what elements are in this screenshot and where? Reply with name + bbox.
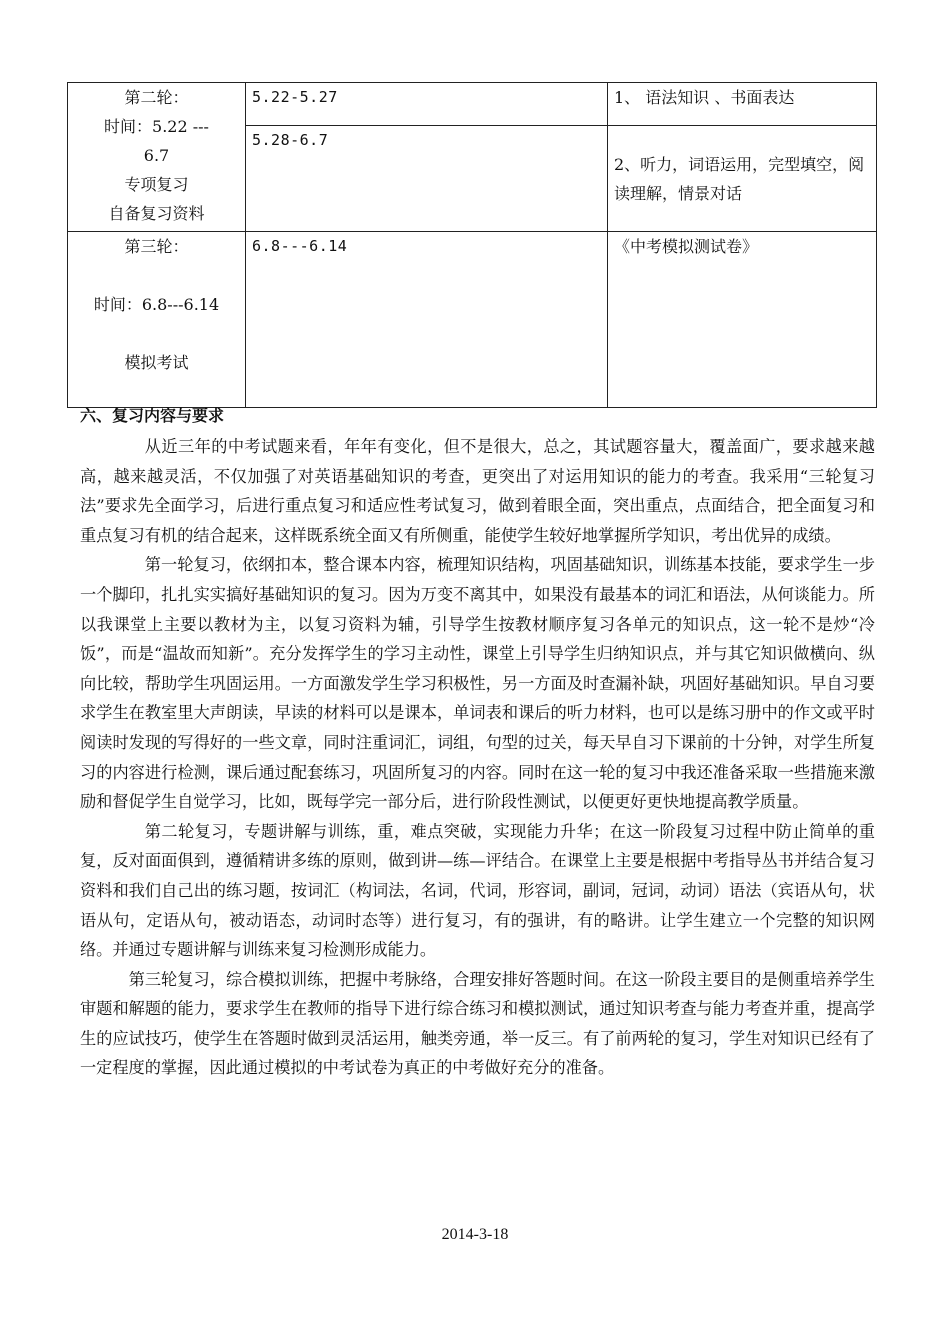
stage-line: 专项复习 [124, 175, 189, 194]
stage-line: 自备复习资料 [108, 204, 205, 223]
stage-cell-round-two [68, 83, 246, 232]
section-body [80, 432, 875, 1083]
content-cell: 1、 语法知识 、书面表达 [608, 83, 877, 126]
paragraph: 第二轮复习，专题讲解与训练，重，难点突破，实现能力升华；在这一阶段复习过程中防止简单的重复，反对面面俱到，遵循精讲多练的原则，做到讲—练—评结合。在课堂上主要是根据中考指导丛书并结合复习资料和我们自己出的练习题，按词汇（构词法，名词，代词，形容词，副词，冠词，动词）语法（宾语从句，状语从句，定语从句，被动语态，动词时态等）进行复习，有的强讲，有的略讲。让学生建立一个完整的知识网络。并通过专题讲解与训练来复习检测形成能力。 [80, 821, 875, 960]
paragraph: 第一轮复习，依纲扣本，整合课本内容，梳理知识结构，巩固基础知识，训练基本技能，要求学生一步一个脚印，扎扎实实搞好基础知识的复习。因为万变不离其中，如果没有最基本的词汇和语法，从何谈能力。所以我课堂上主要以教材为主，以复习资料为辅，引导学生按教材顺序复习各单元的知识点，这一轮不是炒“冷饭”，而是“温故而知新”。充分发挥学生的学习主动性，课堂上引导学生归纳知识点，并与其它知识做横向、纵向比较，帮助学生巩固运用。一方面激发学生学习积极性，另一方面及时查漏补缺，巩固好基础知识。早自习要求学生在教室里大声朗读，早读的材料可以是课本，单词表和课后的听力材料，也可以是练习册中的作文或平时阅读时发现的写得好的一些文章，同时注重词汇，词组，句型的过关，每天早自习下课前的十分钟，对学生所复习的内容进行检测，课后通过配套练习，巩固所复习的内容。同时在这一轮的复习中我还准备采取一些措施来激励和督促学生自觉学习，比如，既每学完一部分后，进行阶段性测试，以便更好更快地提高教学质量。 [80, 555, 875, 812]
paragraph: 第三轮复习，综合模拟训练，把握中考脉络，合理安排好答题时间。在这一阶段主要目的是侧重培养学生审题和解题的能力，要求学生在教师的指导下进行综合练习和模拟测试，通过知识考查与能力考查并重，提高学生的应试技巧，使学生在答题时做到灵活运用，触类旁通，举一反三。有了前两轮的复习，学生对知识已经有了一定程度的掌握，因此通过模拟的中考试卷为真正的中考做好充分的准备。 [80, 969, 875, 1078]
stage-line: 模拟考试 [124, 353, 189, 372]
date-range-cell: 6.8---6.14 [246, 232, 608, 408]
table-row [68, 232, 877, 408]
content-cell: 2、听力，词语运用，完型填空，阅读理解，情景对话 [608, 126, 877, 232]
stage-line: 6.7 [143, 146, 170, 165]
stage-line: 第二轮： [124, 88, 189, 107]
content-cell: 《中考模拟测试卷》 [608, 232, 877, 408]
date-range-cell: 5.28-6.7 [246, 126, 608, 232]
review-plan-table [67, 82, 877, 408]
stage-line: 时间：5.22 --- [104, 117, 209, 136]
date-range-cell: 5.22-5.27 [246, 83, 608, 126]
stage-cell-round-three [68, 232, 246, 408]
document-date: 2014-3-18 [441, 1226, 509, 1243]
stage-line: 第三轮： [124, 237, 189, 256]
paragraph: 从近三年的中考试题来看，年年有变化，但不是很大，总之，其试题容量大，覆盖面广，要求越来越高，越来越灵活，不仅加强了对英语基础知识的考查，更突出了对运用知识的能力的考查。我采用“三轮复习法”要求先全面学习，后进行重点复习和适应性考试复习，做到着眼全面，突出重点，点面结合，把全面复习和重点复习有机的结合起来，这样既系统全面又有所侧重，能使学生较好地掌握所学知识，考出优异的成绩。 [80, 437, 875, 545]
section-heading: 六、复习内容与要求 [80, 406, 225, 425]
stage-line: 时间：6.8---6.14 [93, 295, 220, 314]
table-row [68, 83, 877, 126]
